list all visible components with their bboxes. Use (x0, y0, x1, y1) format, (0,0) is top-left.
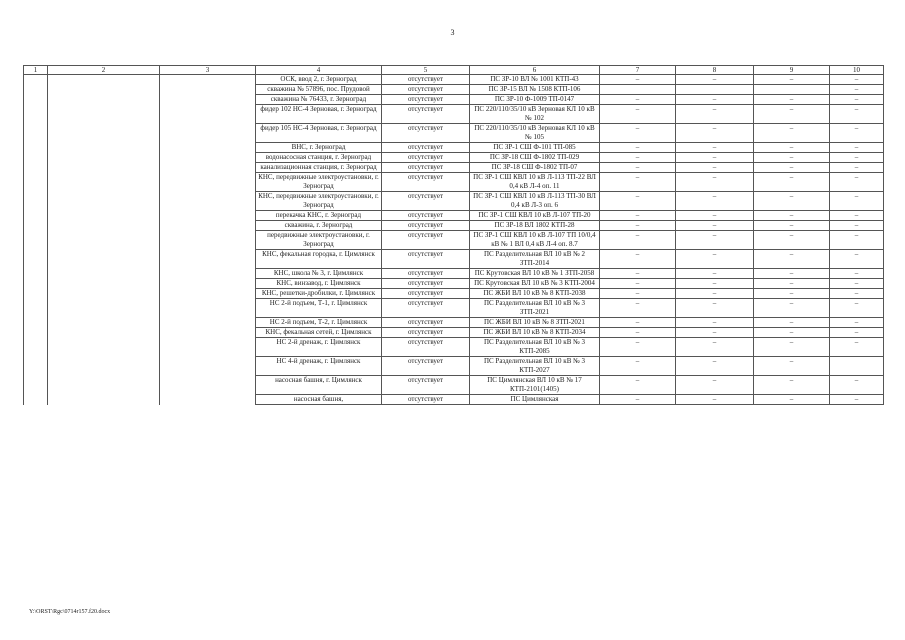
empty-cell-col2 (48, 250, 160, 269)
cell-c5: отсутствует (382, 250, 470, 269)
cell-c6: ПС ЗР-1 СШ Ф-101 ТП-085 (470, 143, 600, 153)
cell-c6: ПС 220/110/35/10 кВ Зерновая КЛ 10 кВ № 102 (470, 105, 600, 124)
empty-cell-col1 (24, 153, 48, 163)
empty-cell-col3 (160, 105, 256, 124)
table-row (24, 163, 884, 173)
empty-cell-col3 (160, 250, 256, 269)
cell-c6: ПС ЗР-15 ВЛ № 1508 КТП-106 (470, 85, 600, 95)
cell-c4: фидер 102 НС-4 Зерновая, г. Зерноград (256, 105, 382, 124)
table-row (24, 143, 884, 153)
cell-c5: отсутствует (382, 85, 470, 95)
empty-cell-col1 (24, 105, 48, 124)
cell-c10: – (830, 289, 884, 299)
cell-c5: отсутствует (382, 318, 470, 328)
empty-cell-col1 (24, 95, 48, 105)
empty-cell-col1 (24, 143, 48, 153)
cell-c6: ПС Разделительная ВЛ 10 кВ № 2 ЗТП-2014 (470, 250, 600, 269)
cell-c4: НС 2-й дренаж, г. Цимлянск (256, 338, 382, 357)
empty-cell-col3 (160, 395, 256, 405)
cell-c8 (676, 85, 754, 95)
cell-c7: – (600, 395, 676, 405)
table-row (24, 173, 884, 192)
cell-c6: ПС ЗР-1 СШ КВЛ 10 кВ Л-113 ТП-22 ВЛ 0,4 кВ Л-4 оп. 11 (470, 173, 600, 192)
cell-c4: насосная башня, (256, 395, 382, 405)
cell-c10: – (830, 153, 884, 163)
empty-cell-col1 (24, 395, 48, 405)
cell-c6: ПС Крутовская ВЛ 10 кВ № 3 КТП-2004 (470, 279, 600, 289)
cell-c4: НС 2-й подъем, Т-2, г. Цимлянск (256, 318, 382, 328)
cell-c4: КНС, винзавод, г. Цимлянск (256, 279, 382, 289)
table-row (24, 279, 884, 289)
empty-cell-col1 (24, 328, 48, 338)
table-row (24, 153, 884, 163)
column-header-5: 5 (382, 66, 470, 75)
page-number: 3 (450, 28, 455, 37)
cell-c10: – (830, 105, 884, 124)
cell-c9: – (754, 95, 830, 105)
empty-cell-col1 (24, 221, 48, 231)
table-row (24, 318, 884, 328)
empty-cell-col3 (160, 299, 256, 318)
cell-c8: – (676, 105, 754, 124)
cell-c5: отсутствует (382, 75, 470, 85)
table-row (24, 338, 884, 357)
column-header-6: 6 (470, 66, 600, 75)
cell-c9: – (754, 279, 830, 289)
table-row (24, 192, 884, 211)
cell-c6: ПС Цимлянская (470, 395, 600, 405)
cell-c5: отсутствует (382, 95, 470, 105)
cell-c8: – (676, 221, 754, 231)
cell-c9: – (754, 221, 830, 231)
cell-c4: перекачка КНС, г. Зерноград (256, 211, 382, 221)
cell-c6: ПС 220/110/35/10 кВ Зерновая КЛ 10 кВ № 105 (470, 124, 600, 143)
cell-c8: – (676, 376, 754, 395)
cell-c10: – (830, 279, 884, 289)
column-header-4: 4 (256, 66, 382, 75)
cell-c8: – (676, 250, 754, 269)
cell-c8: – (676, 299, 754, 318)
empty-cell-col3 (160, 124, 256, 143)
cell-c5: отсутствует (382, 376, 470, 395)
cell-c9: – (754, 328, 830, 338)
empty-cell-col1 (24, 318, 48, 328)
footer-file-path: Y:\ORST\Rgc\0714r157.f20.docx (29, 609, 111, 615)
empty-cell-col2 (48, 221, 160, 231)
cell-c8: – (676, 289, 754, 299)
cell-c8: – (676, 395, 754, 405)
cell-c7: – (600, 143, 676, 153)
cell-c8: – (676, 318, 754, 328)
cell-c5: отсутствует (382, 143, 470, 153)
document-table (23, 65, 884, 405)
empty-cell-col3 (160, 279, 256, 289)
cell-c9: – (754, 376, 830, 395)
empty-cell-col2 (48, 289, 160, 299)
empty-cell-col1 (24, 173, 48, 192)
cell-c9: – (754, 269, 830, 279)
table-row (24, 124, 884, 143)
table-row (24, 221, 884, 231)
cell-c9: – (754, 289, 830, 299)
empty-cell-col3 (160, 231, 256, 250)
cell-c9: – (754, 143, 830, 153)
empty-cell-col2 (48, 279, 160, 289)
empty-cell-col1 (24, 85, 48, 95)
cell-c6: ПС Цимлянская ВЛ 10 кВ № 17 КТП-2101(1405) (470, 376, 600, 395)
table-row (24, 231, 884, 250)
cell-c10: – (830, 299, 884, 318)
cell-c8: – (676, 357, 754, 376)
empty-cell-col3 (160, 221, 256, 231)
cell-c7: – (600, 75, 676, 85)
cell-c7: – (600, 250, 676, 269)
empty-cell-col2 (48, 318, 160, 328)
cell-c9 (754, 85, 830, 95)
cell-c9: – (754, 124, 830, 143)
empty-cell-col2 (48, 192, 160, 211)
table-row (24, 299, 884, 318)
cell-c8: – (676, 143, 754, 153)
cell-c5: отсутствует (382, 338, 470, 357)
cell-c7: – (600, 124, 676, 143)
empty-cell-col3 (160, 75, 256, 85)
table-row (24, 289, 884, 299)
cell-c10: – (830, 376, 884, 395)
cell-c7: – (600, 328, 676, 338)
cell-c5: отсутствует (382, 105, 470, 124)
empty-cell-col1 (24, 269, 48, 279)
cell-c4: передвижные электроустановки, г. Зерноград (256, 231, 382, 250)
cell-c9: – (754, 395, 830, 405)
cell-c8: – (676, 75, 754, 85)
empty-cell-col3 (160, 163, 256, 173)
cell-c10 (830, 357, 884, 376)
cell-c6: ПС ЗР-18 СШ Ф-1802 ТП-07 (470, 163, 600, 173)
cell-c5: отсутствует (382, 163, 470, 173)
cell-c4: ВНС, г. Зерноград (256, 143, 382, 153)
cell-c9: – (754, 173, 830, 192)
empty-cell-col3 (160, 289, 256, 299)
cell-c9: – (754, 163, 830, 173)
cell-c8: – (676, 192, 754, 211)
column-header-2: 2 (48, 66, 160, 75)
empty-cell-col1 (24, 211, 48, 221)
cell-c8: – (676, 338, 754, 357)
table-row (24, 211, 884, 221)
table-row (24, 357, 884, 376)
empty-cell-col3 (160, 318, 256, 328)
cell-c4: КНС, фекальная городка, г. Цимлянск (256, 250, 382, 269)
empty-cell-col2 (48, 173, 160, 192)
cell-c4: канализационная станция, г. Зерноград (256, 163, 382, 173)
empty-cell-col1 (24, 163, 48, 173)
cell-c7 (600, 85, 676, 95)
cell-c5: отсутствует (382, 211, 470, 221)
cell-c4: КНС, фекальная сетей, г. Цимлянск (256, 328, 382, 338)
empty-cell-col3 (160, 376, 256, 395)
empty-cell-col3 (160, 153, 256, 163)
cell-c5: отсутствует (382, 357, 470, 376)
cell-c10: – (830, 328, 884, 338)
empty-cell-col2 (48, 269, 160, 279)
cell-c4: КНС, решетки-дробилки, г. Цимлянск (256, 289, 382, 299)
cell-c7: – (600, 357, 676, 376)
empty-cell-col3 (160, 338, 256, 357)
empty-cell-col2 (48, 153, 160, 163)
cell-c7: – (600, 221, 676, 231)
table-row (24, 376, 884, 395)
cell-c10: – (830, 192, 884, 211)
empty-cell-col2 (48, 124, 160, 143)
cell-c9: – (754, 75, 830, 85)
cell-c6: ПС ЖБИ ВЛ 10 кВ № 8 КТП-2034 (470, 328, 600, 338)
table-row (24, 105, 884, 124)
cell-c5: отсутствует (382, 328, 470, 338)
cell-c4: скважина № 57896, пос. Прудовой (256, 85, 382, 95)
cell-c5: отсутствует (382, 124, 470, 143)
cell-c7: – (600, 279, 676, 289)
cell-c9: – (754, 318, 830, 328)
column-header-9: 9 (754, 66, 830, 75)
cell-c7: – (600, 105, 676, 124)
empty-cell-col3 (160, 173, 256, 192)
cell-c8: – (676, 279, 754, 289)
empty-cell-col2 (48, 299, 160, 318)
empty-cell-col2 (48, 85, 160, 95)
empty-cell-col3 (160, 143, 256, 153)
empty-cell-col2 (48, 163, 160, 173)
cell-c10: – (830, 318, 884, 328)
cell-c10: – (830, 143, 884, 153)
cell-c10: – (830, 250, 884, 269)
empty-cell-col1 (24, 289, 48, 299)
cell-c10: – (830, 395, 884, 405)
cell-c4: фидер 105 НС-4 Зерновая, г. Зерноград (256, 124, 382, 143)
empty-cell-col2 (48, 357, 160, 376)
cell-c6: ПС Крутовская ВЛ 10 кВ № 1 ЗТП-2058 (470, 269, 600, 279)
table-row (24, 395, 884, 405)
empty-cell-col2 (48, 328, 160, 338)
cell-c7: – (600, 153, 676, 163)
cell-c5: отсутствует (382, 279, 470, 289)
empty-cell-col2 (48, 211, 160, 221)
cell-c7: – (600, 192, 676, 211)
empty-cell-col3 (160, 357, 256, 376)
cell-c7: – (600, 318, 676, 328)
cell-c8: – (676, 153, 754, 163)
cell-c7: – (600, 269, 676, 279)
cell-c10: – (830, 124, 884, 143)
empty-cell-col3 (160, 211, 256, 221)
cell-c9: – (754, 192, 830, 211)
cell-c5: отсутствует (382, 289, 470, 299)
cell-c4: ОСК, ввод 2, г. Зерноград (256, 75, 382, 85)
cell-c10: – (830, 95, 884, 105)
cell-c4: КНС, передвижные электроустановки, г. Зерноград (256, 192, 382, 211)
cell-c8: – (676, 211, 754, 221)
cell-c5: отсутствует (382, 269, 470, 279)
cell-c8: – (676, 163, 754, 173)
cell-c6: ПС Разделительная ВЛ 10 кВ № 3 КТП-2085 (470, 338, 600, 357)
empty-cell-col1 (24, 192, 48, 211)
empty-cell-col3 (160, 85, 256, 95)
table-header-row (24, 66, 884, 75)
cell-c6: ПС ЖБИ ВЛ 10 кВ № 8 ЗТП-2021 (470, 318, 600, 328)
cell-c5: отсутствует (382, 173, 470, 192)
cell-c7: – (600, 95, 676, 105)
cell-c6: ПС ЗР-1 СШ КВЛ 10 кВ Л-113 ТП-30 ВЛ 0,4 кВ Л-3 оп. 6 (470, 192, 600, 211)
cell-c9: – (754, 231, 830, 250)
table-row (24, 85, 884, 95)
table-row (24, 250, 884, 269)
cell-c7: – (600, 231, 676, 250)
cell-c10: – (830, 231, 884, 250)
empty-cell-col1 (24, 250, 48, 269)
empty-cell-col2 (48, 376, 160, 395)
column-header-7: 7 (600, 66, 676, 75)
empty-cell-col1 (24, 357, 48, 376)
cell-c10: – (830, 173, 884, 192)
cell-c7: – (600, 163, 676, 173)
cell-c10: – (830, 211, 884, 221)
cell-c10: – (830, 163, 884, 173)
cell-c10: – (830, 85, 884, 95)
cell-c6: ПС Разделительная ВЛ 10 кВ № 3 КТП-2027 (470, 357, 600, 376)
cell-c5: отсутствует (382, 221, 470, 231)
cell-c4: скважина, г. Зерноград (256, 221, 382, 231)
cell-c4: водонасосная станция, г. Зерноград (256, 153, 382, 163)
table-row (24, 269, 884, 279)
cell-c9: – (754, 299, 830, 318)
cell-c9: – (754, 338, 830, 357)
cell-c8: – (676, 231, 754, 250)
cell-c8: – (676, 328, 754, 338)
empty-cell-col1 (24, 279, 48, 289)
cell-c5: отсутствует (382, 299, 470, 318)
cell-c4: скважина № 76433, г. Зерноград (256, 95, 382, 105)
cell-c7: – (600, 211, 676, 221)
cell-c9: – (754, 211, 830, 221)
cell-c4: НС 4-й дренаж, г. Цимлянск (256, 357, 382, 376)
cell-c6: ПС ЖБИ ВЛ 10 кВ № 8 КТП-2038 (470, 289, 600, 299)
cell-c10: – (830, 269, 884, 279)
empty-cell-col1 (24, 299, 48, 318)
empty-cell-col3 (160, 328, 256, 338)
cell-c4: НС 2-й подъем, Т-1, г. Цимлянск (256, 299, 382, 318)
column-header-3: 3 (160, 66, 256, 75)
cell-c5: отсутствует (382, 231, 470, 250)
empty-cell-col1 (24, 124, 48, 143)
cell-c8: – (676, 124, 754, 143)
cell-c4: КНС, школа № 3, г. Цимлянск (256, 269, 382, 279)
cell-c9: – (754, 250, 830, 269)
cell-c6: ПС ЗР-10 ВЛ № 1001 КТП-43 (470, 75, 600, 85)
cell-c10: – (830, 75, 884, 85)
empty-cell-col1 (24, 231, 48, 250)
empty-cell-col2 (48, 231, 160, 250)
column-header-8: 8 (676, 66, 754, 75)
cell-c4: насосная башня, г. Цимлянск (256, 376, 382, 395)
cell-c6: ПС Разделительная ВЛ 10 кВ № 3 ЗТП-2021 (470, 299, 600, 318)
cell-c7: – (600, 289, 676, 299)
cell-c7: – (600, 376, 676, 395)
cell-c10: – (830, 221, 884, 231)
empty-cell-col2 (48, 95, 160, 105)
empty-cell-col1 (24, 338, 48, 357)
column-header-1: 1 (24, 66, 48, 75)
cell-c8: – (676, 269, 754, 279)
cell-c6: ПС ЗР-18 СШ Ф-1802 ТП-029 (470, 153, 600, 163)
empty-cell-col3 (160, 95, 256, 105)
cell-c5: отсутствует (382, 192, 470, 211)
cell-c9: – (754, 105, 830, 124)
table-row (24, 328, 884, 338)
empty-cell-col2 (48, 105, 160, 124)
empty-cell-col1 (24, 376, 48, 395)
cell-c6: ПС ЗР-1 СШ КВЛ 10 кВ Л-107 ТП-20 (470, 211, 600, 221)
cell-c8: – (676, 173, 754, 192)
cell-c6: ПС ЗР-10 Ф-1009 ТП-0147 (470, 95, 600, 105)
column-header-10: 10 (830, 66, 884, 75)
cell-c10: – (830, 338, 884, 357)
cell-c6: ПС ЗР-18 ВЛ 1802 КТП-28 (470, 221, 600, 231)
cell-c8: – (676, 95, 754, 105)
empty-cell-col2 (48, 143, 160, 153)
cell-c5: отсутствует (382, 153, 470, 163)
empty-cell-col1 (24, 75, 48, 85)
cell-c9: – (754, 153, 830, 163)
cell-c7: – (600, 338, 676, 357)
empty-cell-col2 (48, 395, 160, 405)
table-body (24, 75, 884, 405)
table-row (24, 95, 884, 105)
empty-cell-col2 (48, 75, 160, 85)
table-row (24, 75, 884, 85)
cell-c9: – (754, 357, 830, 376)
cell-c6: ПС ЗР-1 СШ КВЛ 10 кВ Л-107 ТП 10/0,4 кВ № 1 ВЛ 0,4 кВ Л-4 оп. 8.7 (470, 231, 600, 250)
empty-cell-col2 (48, 338, 160, 357)
cell-c7: – (600, 299, 676, 318)
empty-cell-col3 (160, 269, 256, 279)
cell-c5: отсутствует (382, 395, 470, 405)
empty-cell-col3 (160, 192, 256, 211)
cell-c4: КНС, передвижные электроустановки, г. Зерноград (256, 173, 382, 192)
cell-c7: – (600, 173, 676, 192)
